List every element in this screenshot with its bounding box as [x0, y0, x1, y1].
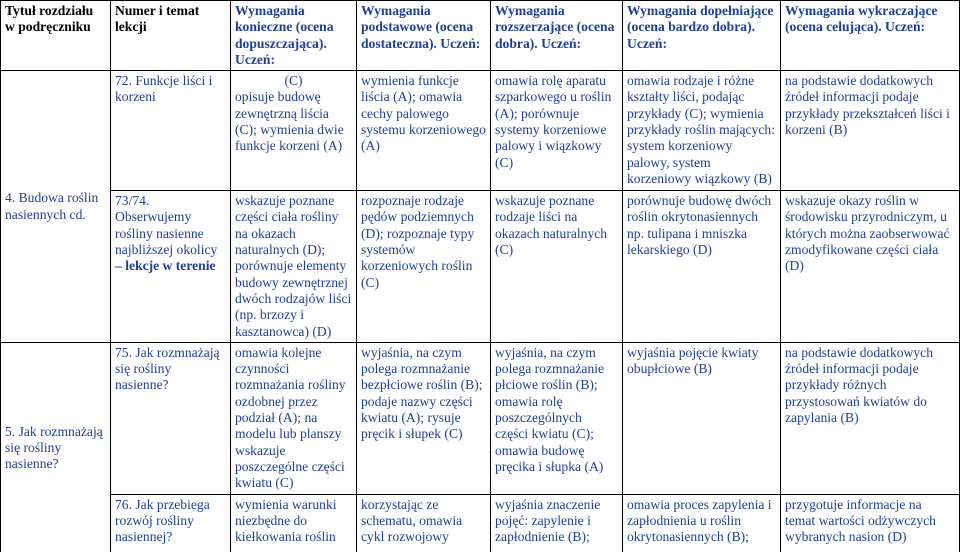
requirement-exceeding: wskazuje okazy roślin w środowisku przyrodniczym, u których można zaobserwować zmodyfikowane części ciała (D) — [781, 191, 960, 343]
requirement-extended: wyjaśnia, na czym polega rozmnażanie płciowe roślin (B); omawia rolę poszczególnych części kwiatu (C); omawia budowę pręcika i słupka (A) — [491, 342, 623, 494]
requirement-supplementary: porównuje budowę dwóch roślin okrytonasiennych np. tulipana i mniszka lekarskiego (D) — [623, 191, 781, 343]
requirement-required: omawia kolejne czynności rozmnażania rośliny ozdobnej przez podział (A); na modelu lub planszy wskazuje poszczególne części kwiatu (C) — [231, 342, 357, 494]
lesson-title: 75. Jak rozmnażają się rośliny nasienne? — [115, 344, 220, 393]
requirement-exceeding: na podstawie dodatkowych źródeł informacji podaje przykłady przekształceń liści i korzeni (B) — [781, 71, 960, 191]
requirement-basic: wyjaśnia, na czym polega rozmnażanie bezpłciowe roślin (B); podaje nazwy części kwiatu (A); rysuje pręcik i słupek (C) — [357, 342, 491, 494]
requirement-required: wymienia warunki niezbędne do kiełkowania roślin — [231, 494, 357, 552]
table-row — [1, 191, 960, 343]
lesson-title: 73/74. Obserwujemy rośliny nasienne najbliższej okolicy — [115, 193, 218, 258]
requirement-basic: rozpoznaje rodzaje pędów podziemnych (D); rozpoznaje typy systemów korzeniowych roślin (C) — [357, 191, 491, 343]
table-row — [1, 342, 960, 494]
requirement-exceeding: przygotuje informacje na temat wartości odżywczych wybranych nasion (D) — [781, 494, 960, 552]
requirement-basic: wymienia funkcje liścia (A); omawia cechy palowego systemu korzeniowego (A) — [357, 71, 491, 191]
requirement-text: opisuje budowę zewnętrzną liścia (C); wymienia dwie funkcje korzeni (A) — [235, 89, 344, 154]
header-chapter-title: Tytuł rozdziału w podręczniku — [1, 1, 111, 71]
requirement-prefix: (C) — [284, 73, 303, 89]
requirement-extended: wskazuje poznane rodzaje liści na okazach naturalnych (C) — [491, 191, 623, 343]
header-supplementary: Wymagania dopełniające (ocena bardzo dobra). Uczeń: — [623, 1, 781, 71]
lesson-cell — [111, 342, 231, 494]
requirement-extended: omawia rolę aparatu szparkowego u roślin (A); porównuje systemy korzeniowe palowy i wiązkowy (C) — [491, 71, 623, 191]
requirement-extended: wyjaśnia znaczenie pojęć: zapylenie i zapłodnienie (B); — [491, 494, 623, 552]
lesson-cell — [111, 71, 231, 191]
lesson-cell — [111, 494, 231, 552]
lesson-cell — [111, 191, 231, 343]
chapter-cell: 4. Budowa roślin nasiennych cd. — [1, 71, 111, 343]
header-row — [1, 1, 960, 71]
table-row — [1, 71, 960, 191]
requirement-supplementary: omawia rodzaje i różne kształty liści, podając przykłady (C); wymienia przykłady roślin mających: system korzeniowy palowy, system korzeniowy wiązkowy (B) — [623, 71, 781, 191]
header-lesson: Numer i temat lekcji — [111, 1, 231, 71]
header-basic: Wymagania podstawowe (ocena dostateczna). Uczeń: — [357, 1, 491, 71]
chapter-cell: 5. Jak rozmnażają się rośliny nasienne? — [1, 342, 111, 552]
header-extended: Wymagania rozszerzające (ocena dobra). Uczeń: — [491, 1, 623, 71]
requirement-basic: korzystając ze schematu, omawia cykl rozwojowy — [357, 494, 491, 552]
requirement-supplementary: wyjaśnia pojęcie kwiaty obupłciowe (B) — [623, 342, 781, 494]
lesson-subtitle: – lekcje w terenie — [115, 258, 216, 274]
lesson-title: 72. Funkcje liści i korzeni — [115, 73, 213, 105]
requirement-exceeding: na podstawie dodatkowych źródeł informacji podaje przykłady różnych przystosowań kwiatów do zapylania (B) — [781, 342, 960, 494]
requirement-required — [231, 71, 357, 191]
header-required: Wymagania konieczne (ocena dopuszczająca). Uczeń: — [231, 1, 357, 71]
requirement-required: wskazuje poznane części ciała rośliny na okazach naturalnych (D); porównuje elementy budowy zewnętrznej dwóch rodzajów liści (np. brzozy i kasztanowca) (D) — [231, 191, 357, 343]
header-exceeding: Wymagania wykraczające (ocena celująca). Uczeń: — [781, 1, 960, 71]
table-row — [1, 494, 960, 552]
lesson-title: 76. Jak przebiega rozwój rośliny nasiennej? — [115, 496, 210, 545]
requirement-supplementary: omawia proces zapylenia i zapłodnienia u roślin okrytonasiennych (B); — [623, 494, 781, 552]
